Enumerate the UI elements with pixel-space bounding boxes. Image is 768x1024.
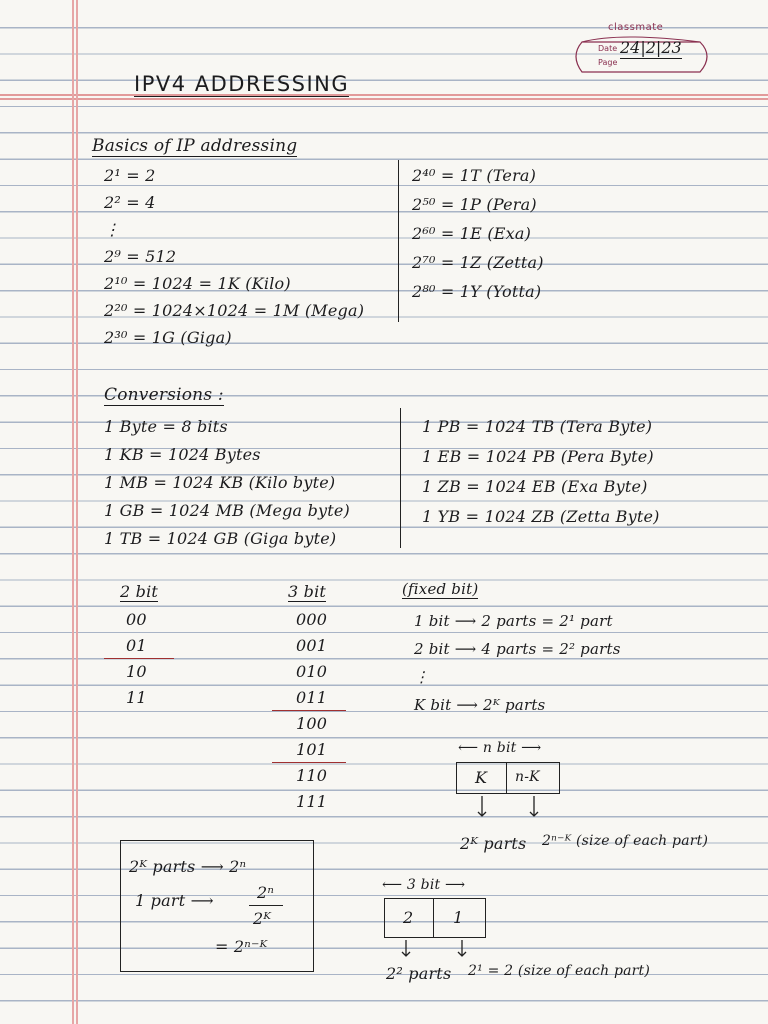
basics-left-item: 2²⁰ = 1024×1024 = 1M (Mega) [104,301,365,320]
conversion-left-item: 1 TB = 1024 GB (Giga byte) [104,529,337,548]
bit3-box-divider [433,899,434,937]
stamp-date-label: Date [598,44,618,53]
formula-line1: 2ᴷ parts ⟶ 2ⁿ [129,857,247,876]
basics-left-item: 2⁹ = 512 [104,247,177,266]
left-margin-line [72,0,74,1024]
conversion-left-item: 1 KB = 1024 Bytes [104,445,261,464]
basics-right-item: 2⁷⁰ = 1Z (Zetta) [412,253,544,272]
stamp-page-label: Page [598,58,618,67]
three-bit-value: 011 [296,688,328,707]
col3-separator [272,710,346,711]
formula-denominator: 2ᴷ [253,909,272,928]
nbit-arrows-icon [470,794,550,822]
two-bit-value: 10 [126,662,147,681]
formula-box [120,840,314,972]
conversion-right-item: 1 PB = 1024 TB (Tera Byte) [422,417,653,436]
fixed-bit-line: 2 bit ⟶ 4 parts = 2² parts [414,640,621,658]
two-bit-value: 01 [126,636,147,655]
basics-right-item: 2⁵⁰ = 1P (Pera) [412,195,537,214]
basics-left-item: 2¹ = 2 [104,166,156,185]
col2-header: 2 bit [120,582,159,601]
three-bit-value: 111 [296,792,328,811]
nbit-box [456,762,560,794]
basics-left-item: 2² = 4 [104,193,156,212]
stamp-brand: classmate [608,22,664,33]
formula-line2: 1 part ⟶ [135,891,214,910]
conversion-right-item: 1 YB = 1024 ZB (Zetta Byte) [422,507,660,526]
nbit-span-label: ⟵ n bit ⟶ [458,740,542,756]
bit3-parts-label: 2² parts [386,964,452,983]
bit3-box [384,898,486,938]
basics-left-item: ⋮ [104,220,121,239]
nbit-left-cell: K [475,768,488,787]
bit3-size-label: 2¹ = 2 (size of each part) [468,963,651,979]
formula-line3: = 2ⁿ⁻ᴷ [215,937,268,956]
conversion-right-item: 1 ZB = 1024 EB (Exa Byte) [422,477,648,496]
conversion-left-item: 1 GB = 1024 MB (Mega byte) [104,501,350,520]
formula-numerator: 2ⁿ [257,883,275,902]
bit3-span-label: ⟵ 3 bit ⟶ [382,877,466,893]
conversions-divider [400,408,401,548]
basics-right-item: 2⁶⁰ = 1E (Exa) [412,224,532,243]
top-margin-line-2 [0,98,768,100]
basics-right-item: 2⁸⁰ = 1Y (Yotta) [412,282,542,301]
nbit-right-cell: n-K [515,769,540,785]
bit3-arrows-icon [394,938,474,962]
top-margin-line [0,94,768,96]
fixed-bit-line: 1 bit ⟶ 2 parts = 2¹ part [414,612,613,630]
stamp-date-value: 24|2|23 [620,38,682,57]
col3-header: 3 bit [288,582,327,601]
left-margin-line-2 [76,0,78,1024]
conversions-heading: Conversions : [104,385,224,405]
conversion-left-item: 1 Byte = 8 bits [104,417,228,436]
basics-right-item: 2⁴⁰ = 1T (Tera) [412,166,537,185]
bit3-right-cell: 1 [453,908,464,927]
two-bit-value: 11 [126,688,147,707]
three-bit-value: 101 [296,740,328,759]
col3-separator-2 [272,762,346,763]
conversion-right-item: 1 EB = 1024 PB (Pera Byte) [422,447,654,466]
nbit-box-divider [506,763,507,793]
fixed-bit-line: K bit ⟶ 2ᴷ parts [414,696,546,714]
three-bit-value: 001 [296,636,328,655]
basics-heading: Basics of IP addressing [92,136,298,156]
three-bit-value: 010 [296,662,328,681]
basics-left-item: 2³⁰ = 1G (Giga) [104,328,232,347]
conversion-left-item: 1 MB = 1024 KB (Kilo byte) [104,473,336,492]
page-title: IPV4 ADDRESSING [134,72,350,96]
nbit-size-label: 2ⁿ⁻ᴷ (size of each part) [542,833,709,849]
col2-separator [104,658,174,659]
three-bit-value: 110 [296,766,328,785]
two-bit-value: 00 [126,610,147,629]
formula-fraction-bar [249,905,283,906]
fixed-bit-line: ⋮ [414,668,430,686]
nbit-parts-label: 2ᴷ parts [460,834,527,853]
bit3-left-cell: 2 [403,908,414,927]
classmate-stamp [560,20,720,80]
three-bit-value: 100 [296,714,328,733]
three-bit-value: 000 [296,610,328,629]
basics-left-item: 2¹⁰ = 1024 = 1K (Kilo) [104,274,291,293]
fixed-bit-header: (fixed bit) [402,580,479,598]
basics-divider [398,160,399,322]
